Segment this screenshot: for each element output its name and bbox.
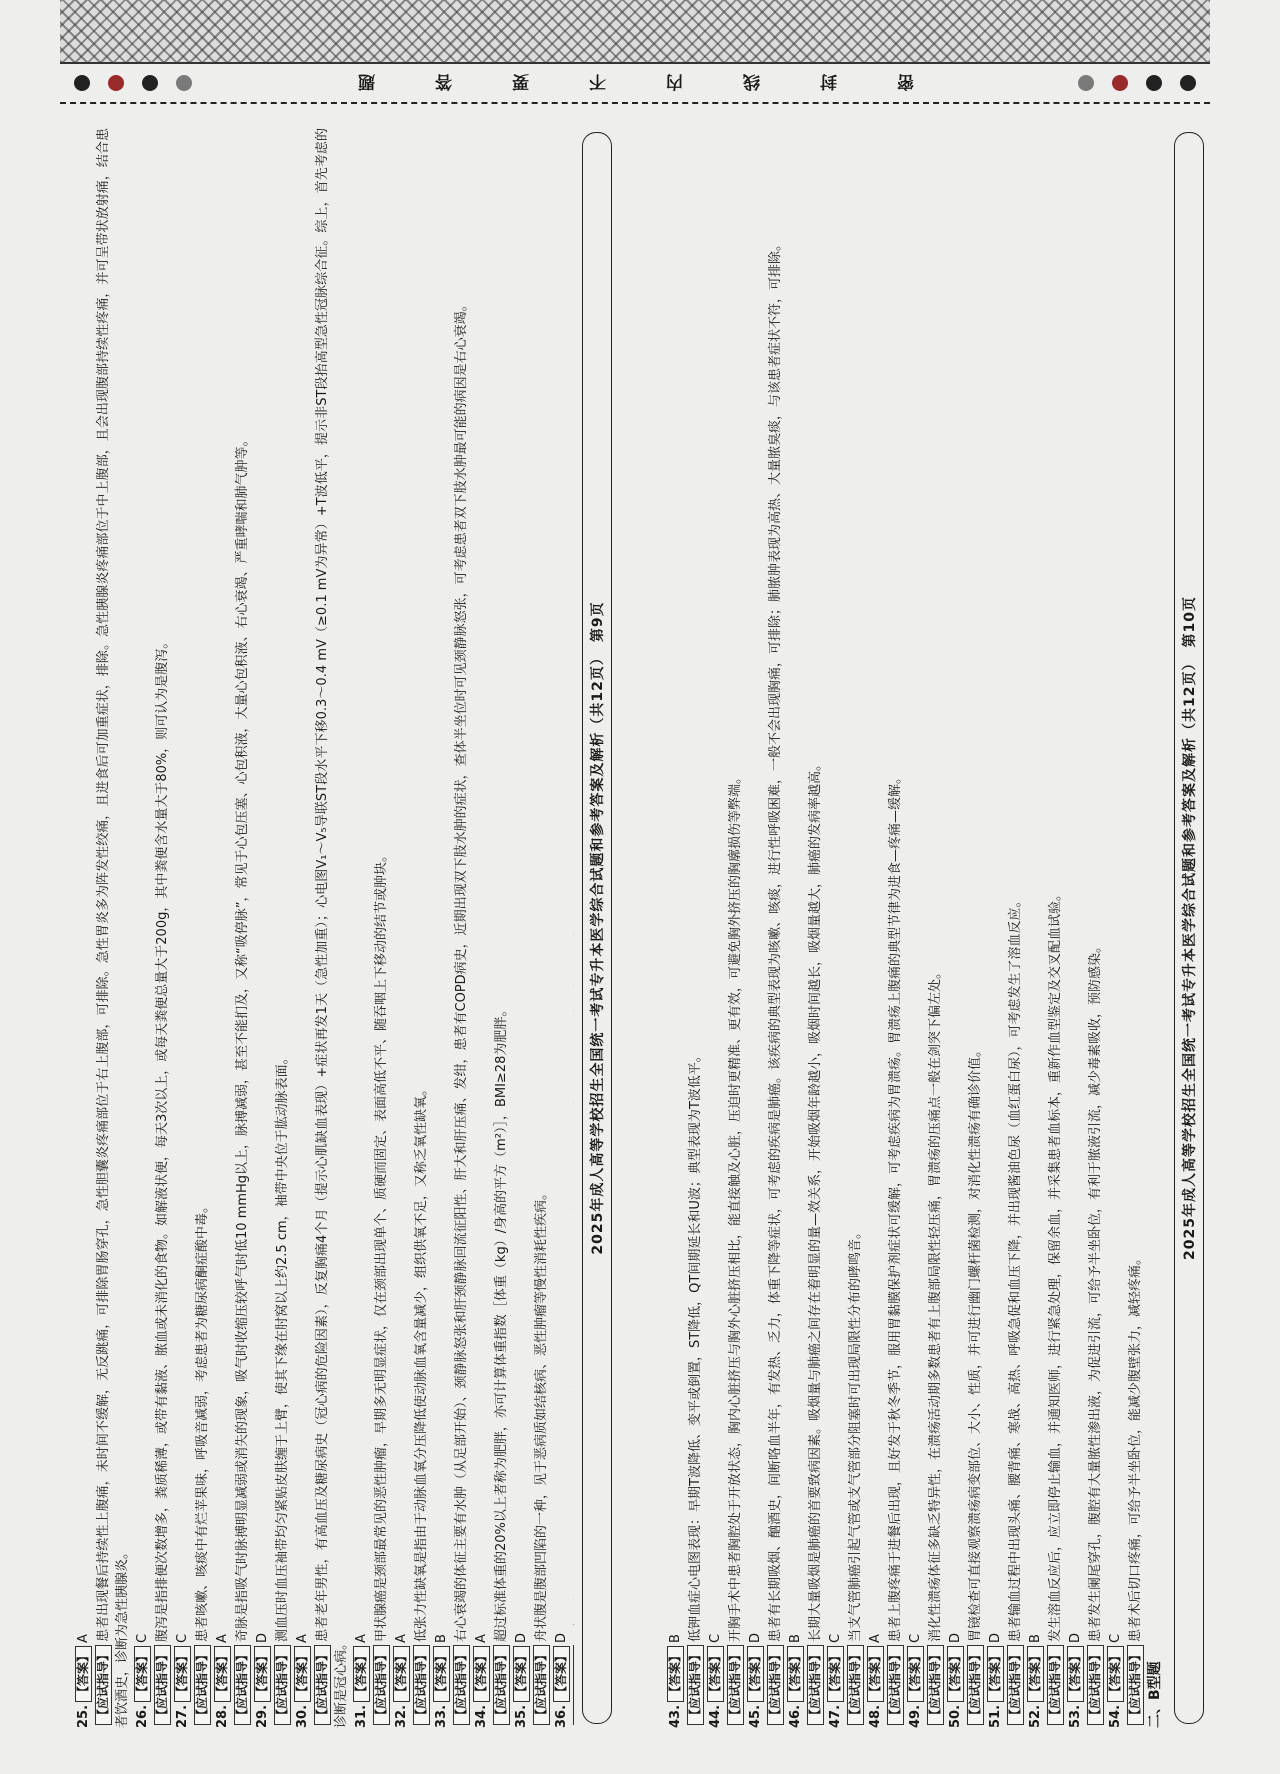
question-number: 30.	[295, 1704, 310, 1728]
entry-label: 【答案】	[787, 1646, 804, 1702]
right-page-panel	[656, 108, 1216, 1748]
entry-label: 【答案】	[513, 1646, 530, 1702]
entry-text: B	[788, 1634, 803, 1643]
entry-label: 【答案】	[667, 1646, 684, 1702]
answer-entry	[846, 128, 865, 1728]
entry-label: 【应试指导】	[1087, 1645, 1104, 1725]
entry-label: 【应试指导】	[413, 1645, 430, 1725]
entry-label: 【应试指导】	[194, 1645, 211, 1725]
answer-entry	[392, 128, 411, 1728]
answer-entry	[552, 128, 571, 1728]
entry-text: A	[215, 1634, 230, 1643]
entry-text: 消化性溃疡体征多缺乏特异性，在溃疡活动期多数患者有上腹部局限性轻压痛，胃溃疡的压痛点一般在剑突下偏左处。	[928, 965, 943, 1642]
entry-text: 低钾血症心电图表现：早期T波降低、变平或倒置，ST降低，QT间期延长和U波；典型表现为T波低平。	[688, 1049, 703, 1642]
binding-holes-left	[60, 75, 206, 91]
seal-word: 密	[895, 70, 914, 91]
entry-text: 腹泻是指排便次数增多，粪质稀薄，或带有黏液、脓血或未消化的食物。如解液状便，每天3次以上，或每天粪便总量大于200g，其中粪便含水量大于80%，则可认为是腹泻。	[155, 635, 170, 1642]
answer-entry	[746, 128, 765, 1728]
entry-label: 【答案】	[553, 1646, 570, 1702]
entry-text: C	[908, 1633, 923, 1643]
answer-entry	[452, 128, 471, 1728]
answer-entry	[926, 128, 945, 1728]
seal-word: 题	[356, 70, 375, 91]
entry-label: 【答案】	[1107, 1646, 1124, 1702]
entry-text: A	[295, 1634, 310, 1643]
question-number: 25.	[76, 1704, 91, 1728]
answer-entry	[532, 128, 551, 1728]
entry-text: B	[668, 1634, 683, 1643]
question-number: 43.	[668, 1704, 683, 1728]
binding-hole-icon	[108, 75, 124, 91]
entry-label: 【答案】	[1067, 1646, 1084, 1702]
entry-text: D	[1068, 1632, 1083, 1643]
question-number: 31.	[354, 1704, 369, 1728]
entry-text: 患者有长期吸烟、酗酒史，间断咯血半年，有发热、乏力，体重下降等症状，可考虑的疾病是肺癌。该疾病的典型表现为咳嗽、咳痰，进行性呼吸困难，一般不会出现胸痛，可排除；肺脓肿表现为高热、大量脓臭痰，与该患者症状不符，可排除。	[768, 237, 783, 1642]
entry-text: A	[76, 1634, 91, 1643]
entry-text: 患者术后切口疼痛，可给予半坐卧位，能减少腹壁张力，减轻疼痛。	[1128, 1251, 1143, 1642]
entry-label: 【应试指导】	[887, 1645, 904, 1725]
question-number: 36.	[554, 1704, 569, 1728]
entry-text: C	[1108, 1633, 1123, 1643]
seal-word: 答	[433, 70, 452, 91]
answer-entry	[1046, 128, 1065, 1728]
entry-text: 长期大量吸烟是肺癌的首要致病因素。吸烟量与肺癌之间存在着明显的量—效关系，开始吸烟年龄越小，吸烟时间越长，吸烟量越大，肺癌的发病率越高。	[808, 757, 823, 1642]
seal-word: 要	[510, 70, 529, 91]
entry-text: D	[255, 1632, 270, 1643]
answer-entry	[253, 128, 272, 1728]
answer-entry	[1106, 128, 1125, 1728]
entry-text: 患者发生阑尾穿孔，腹腔有大量脓性渗出液，为促进引流，可给予半坐卧位，有利于脓液引流，减少毒素吸收，预防感染。	[1088, 939, 1103, 1642]
entry-label: 【答案】	[353, 1646, 370, 1702]
entry-label: 【答案】	[473, 1646, 490, 1702]
answer-entry	[233, 128, 252, 1728]
answer-entry	[173, 128, 192, 1728]
entry-label: 【答案】	[294, 1646, 311, 1702]
entry-text: D	[948, 1632, 963, 1643]
entry-text: 甲状腺癌是颈部最常见的恶性肿瘤，早期多无明显症状，仅在颈部出现单个、质硬而固定、表面高低不平、随吞咽上下移动的结节或肿块。	[374, 848, 389, 1642]
question-number: 34.	[474, 1704, 489, 1728]
seal-warning-text	[356, 71, 914, 96]
binding-hole-icon	[1146, 75, 1162, 91]
entry-text: C	[708, 1633, 723, 1643]
seal-word: 内	[664, 70, 683, 91]
answer-entry	[273, 128, 292, 1728]
answer-entry	[372, 128, 391, 1728]
entry-text: 开胸手术中患者胸腔处于开放状态，胸内心脏挤压与胸外心脏挤压相比，能直接触及心脏，压迫时更精准、更有效，可避免胸外挤压的胸廓损伤等弊端。	[728, 770, 743, 1642]
answer-entry	[313, 128, 351, 1728]
question-number: 46.	[788, 1704, 803, 1728]
entry-text: 二、B型题	[1147, 1661, 1163, 1728]
entry-label: 【应试指导】	[767, 1645, 784, 1725]
entry-label: 【应试指导】	[807, 1645, 824, 1725]
answer-entry	[766, 128, 785, 1728]
answer-entry	[133, 128, 152, 1728]
entry-label: 【答案】	[174, 1646, 191, 1702]
answer-entry	[74, 128, 93, 1728]
entry-text: A	[474, 1634, 489, 1643]
entry-label: 【应试指导】	[234, 1645, 251, 1725]
entry-label: 【应试指导】	[314, 1645, 331, 1725]
entry-label: 【答案】	[947, 1646, 964, 1702]
question-number: 51.	[988, 1704, 1003, 1728]
seal-word: 不	[587, 70, 606, 91]
answer-entry	[1066, 128, 1085, 1728]
entry-label: 【答案】	[433, 1646, 450, 1702]
entry-text: A	[394, 1634, 409, 1643]
seal-word: 线	[741, 70, 760, 91]
entry-label: 【答案】	[907, 1646, 924, 1702]
entry-label: 【答案】	[747, 1646, 764, 1702]
answer-entry	[806, 128, 825, 1728]
entry-text: 患者输血过程中出现头痛、腰背痛、寒战、高热、呼吸急促和血压下降，并出现酱油色尿（血红蛋白尿），可考虑发生了溶血反应。	[1008, 894, 1023, 1642]
answer-entry	[213, 128, 232, 1728]
answer-entry	[1006, 128, 1025, 1728]
answer-entry	[666, 128, 685, 1728]
left-page-panel	[64, 108, 624, 1748]
entry-label: 【应试指导】	[847, 1645, 864, 1725]
question-number: 50.	[948, 1704, 963, 1728]
question-number: 54.	[1108, 1704, 1123, 1728]
entry-text: C	[135, 1633, 150, 1643]
entry-label: 【应试指导】	[453, 1645, 470, 1725]
entry-text: A	[354, 1634, 369, 1643]
entry-label: 【答案】	[987, 1646, 1004, 1702]
binding-hole-icon	[176, 75, 192, 91]
question-number: 28.	[215, 1704, 230, 1728]
answer-entry	[412, 128, 431, 1728]
entry-label: 【应试指导】	[95, 1645, 112, 1725]
question-number: 44.	[708, 1704, 723, 1728]
answer-entry	[986, 128, 1005, 1728]
entry-text: 奇脉是指吸气时脉搏明显减弱或消失的现象，吸气时收缩压较呼气时低10 mmHg以上，脉搏减弱，甚至不能扪及，又称“吸停脉”，常见于心包压塞、心包积液，大量心包积液、右心衰竭、严重哮喘和肺气肿等。	[235, 433, 250, 1642]
entry-label: 【答案】	[254, 1646, 271, 1702]
answer-entry	[946, 128, 965, 1728]
answer-entry	[886, 128, 905, 1728]
entry-label: 【应试指导】	[1047, 1645, 1064, 1725]
binding-hole-icon	[1078, 75, 1094, 91]
answer-entry	[472, 128, 491, 1728]
entry-label: 【应试指导】	[727, 1645, 744, 1725]
entry-label: 【答案】	[134, 1646, 151, 1702]
entry-text: 胃镜检查可直接观察溃疡病变部位、大小、性质，并可进行幽门螺杆菌检测，对消化性溃疡有确诊价值。	[968, 1043, 983, 1642]
answer-entry	[786, 128, 805, 1728]
entry-text: 当支气管肺癌引起气管或支气管部分阻塞时可出现局限性分布的哮鸣音。	[848, 1225, 863, 1642]
question-number: 29.	[255, 1704, 270, 1728]
left-page-footer: 2025年成人高等学校招生全国统一考试专升本医学综合试题和参考答案及解析（共12页） 第9页	[582, 132, 612, 1724]
entry-label: 【应试指导】	[373, 1645, 390, 1725]
question-number: 47.	[828, 1704, 843, 1728]
entry-text: 低张力性缺氧是指由于动脉血氧分压降低使动脉血氧含量减少，组织供氧不足，又称乏氧性缺氧。	[414, 1082, 429, 1642]
entry-label: 【应试指导】	[533, 1645, 550, 1725]
seal-word: 封	[818, 70, 837, 91]
answer-entry	[1086, 128, 1105, 1728]
entry-label: 【应试指导】	[687, 1645, 704, 1725]
answer-entry	[293, 128, 312, 1728]
question-number: 45.	[748, 1704, 763, 1728]
entry-text: D	[988, 1632, 1003, 1643]
question-number: 32.	[394, 1704, 409, 1728]
answer-entry	[826, 128, 845, 1728]
entry-label: 【应试指导】	[1127, 1645, 1144, 1725]
right-page-footer: 2025年成人高等学校招生全国统一考试专升本医学综合试题和参考答案及解析（共12页） 第10页	[1174, 132, 1204, 1724]
answer-entry	[352, 128, 371, 1728]
entry-text: A	[868, 1634, 883, 1643]
answer-entry	[572, 128, 574, 1728]
answer-entry	[153, 128, 172, 1728]
answer-entry	[866, 128, 885, 1728]
entry-text: D	[514, 1632, 529, 1643]
binding-hole-icon	[142, 75, 158, 91]
entry-text: 舟状腹是腹部凹陷的一种，见于恶病质如结核病、恶性肿瘤等慢性消耗性疾病。	[534, 1186, 549, 1642]
binding-holes-right	[1064, 75, 1210, 91]
answer-entry	[706, 128, 725, 1728]
answer-entry	[432, 128, 451, 1728]
question-number: 53.	[1068, 1704, 1083, 1728]
entry-label: 【答案】	[707, 1646, 724, 1702]
answer-entry	[492, 128, 511, 1728]
entry-label: 【答案】	[867, 1646, 884, 1702]
entry-text: C	[175, 1633, 190, 1643]
answer-entry	[726, 128, 745, 1728]
question-number: 48.	[868, 1704, 883, 1728]
entry-text: 超过标准体重的20%以上者称为肥胖，亦可计算体重指数［体重（kg）/身高的平方（m²）］，BMI≥28为肥胖。	[494, 1003, 509, 1642]
entry-label: 【应试指导】	[274, 1645, 291, 1725]
entry-label: 【应试指导】	[1007, 1645, 1024, 1725]
binding-hatch-band	[60, 0, 1210, 64]
answer-entry	[906, 128, 925, 1728]
entry-text: 患者老年男性，有高血压及糖尿病史（冠心病的危险因素），反复胸痛4个月（提示心肌缺血表现）+症状再发1天（急性加重）；心电图V₁～V₅导联ST段水平下移0.3～0.4 mV（≥0.1 mV为异常）+T波低平，提示非ST段抬高型急性冠脉综合征。综上，首先考虑的诊断是冠心病。	[315, 128, 349, 1728]
answer-entry	[1026, 128, 1045, 1728]
entry-label: 【答案】	[214, 1646, 231, 1702]
question-number: 27.	[175, 1704, 190, 1728]
question-number: 33.	[434, 1704, 449, 1728]
question-number: 26.	[135, 1704, 150, 1728]
entry-text: 发生溶血反应后，应立即停止输血，并通知医师，进行紧急处理，保留余血，并采集患者血标本，重新作血型鉴定及交叉配血试验。	[1048, 887, 1063, 1642]
answer-entry	[193, 128, 212, 1728]
right-answer-list	[666, 128, 1166, 1728]
entry-text: B	[434, 1634, 449, 1643]
entry-text: D	[554, 1632, 569, 1643]
entry-text: 患者咳嗽、咳痰中有烂苹果味，呼吸音减弱，考虑患者为糖尿病酮症酸中毒。	[195, 1199, 210, 1642]
answer-entry	[94, 128, 132, 1728]
binding-hole-icon	[1180, 75, 1196, 91]
section-heading	[1146, 128, 1165, 1728]
question-number: 49.	[908, 1704, 923, 1728]
binding-hole-icon	[74, 75, 90, 91]
entry-text: C	[828, 1633, 843, 1643]
entry-label: 【答案】	[1027, 1646, 1044, 1702]
binding-hole-icon	[1112, 75, 1128, 91]
answer-entry	[1126, 128, 1145, 1728]
entry-label: 【应试指导】	[967, 1645, 984, 1725]
entry-text: 患者出现餐后持续性上腹痛，未时间不缓解，无反跳痛，可排除胃肠穿孔，急性胆囊炎疼痛部位于右上腹部，可排除。急性胃炎多为阵发性绞痛，且进食后可加重症状，排除。急性胰腺炎疼痛部位于中上腹部，且会出现腹部持续性疼痛，并可呈带状放射痛，结合患者饮酒史，诊断为急性胰腺炎。	[96, 128, 130, 1728]
seal-line	[60, 64, 1210, 104]
entry-label	[573, 1645, 574, 1725]
entry-label: 【答案】	[827, 1646, 844, 1702]
entry-label: 【答案】	[393, 1646, 410, 1702]
entry-text: 测血压时血压袖带均匀紧贴皮肤缠于上臂，使其下缘在肘窝以上约2.5 cm，袖带中央位于肱动脉表面。	[275, 1051, 290, 1642]
entry-label: 【应试指导】	[493, 1645, 510, 1725]
entry-text: D	[748, 1632, 763, 1643]
question-number: 52.	[1028, 1704, 1043, 1728]
entry-text: 患者上腹疼痛于进餐后出现，且好发于秋冬季节，服用胃黏膜保护剂症状可缓解，可考虑疾病为胃溃疡。胃溃疡上腹痛的典型节律为进食—疼痛—缓解。	[888, 770, 903, 1642]
entry-text: 右心衰竭的体征主要有水肿（从足部开始）、颈静脉怒张和肝颈静脉回流征阳性、肝大和肝压痛、发绀，患者有COPD病史，近期出现双下肢水肿的症状，查体半坐位时可见颈静脉怒张，可考虑患者双下肢水肿最可能的病因是右心衰竭。	[454, 298, 469, 1642]
answer-entry	[512, 128, 531, 1728]
left-answer-list	[74, 128, 574, 1728]
question-number: 35.	[514, 1704, 529, 1728]
answer-entry	[966, 128, 985, 1728]
answer-entry	[686, 128, 705, 1728]
entry-label: 【应试指导】	[154, 1645, 171, 1725]
entry-label: 【答案】	[75, 1646, 92, 1702]
entry-text: B	[1028, 1634, 1043, 1643]
entry-label: 【应试指导】	[927, 1645, 944, 1725]
